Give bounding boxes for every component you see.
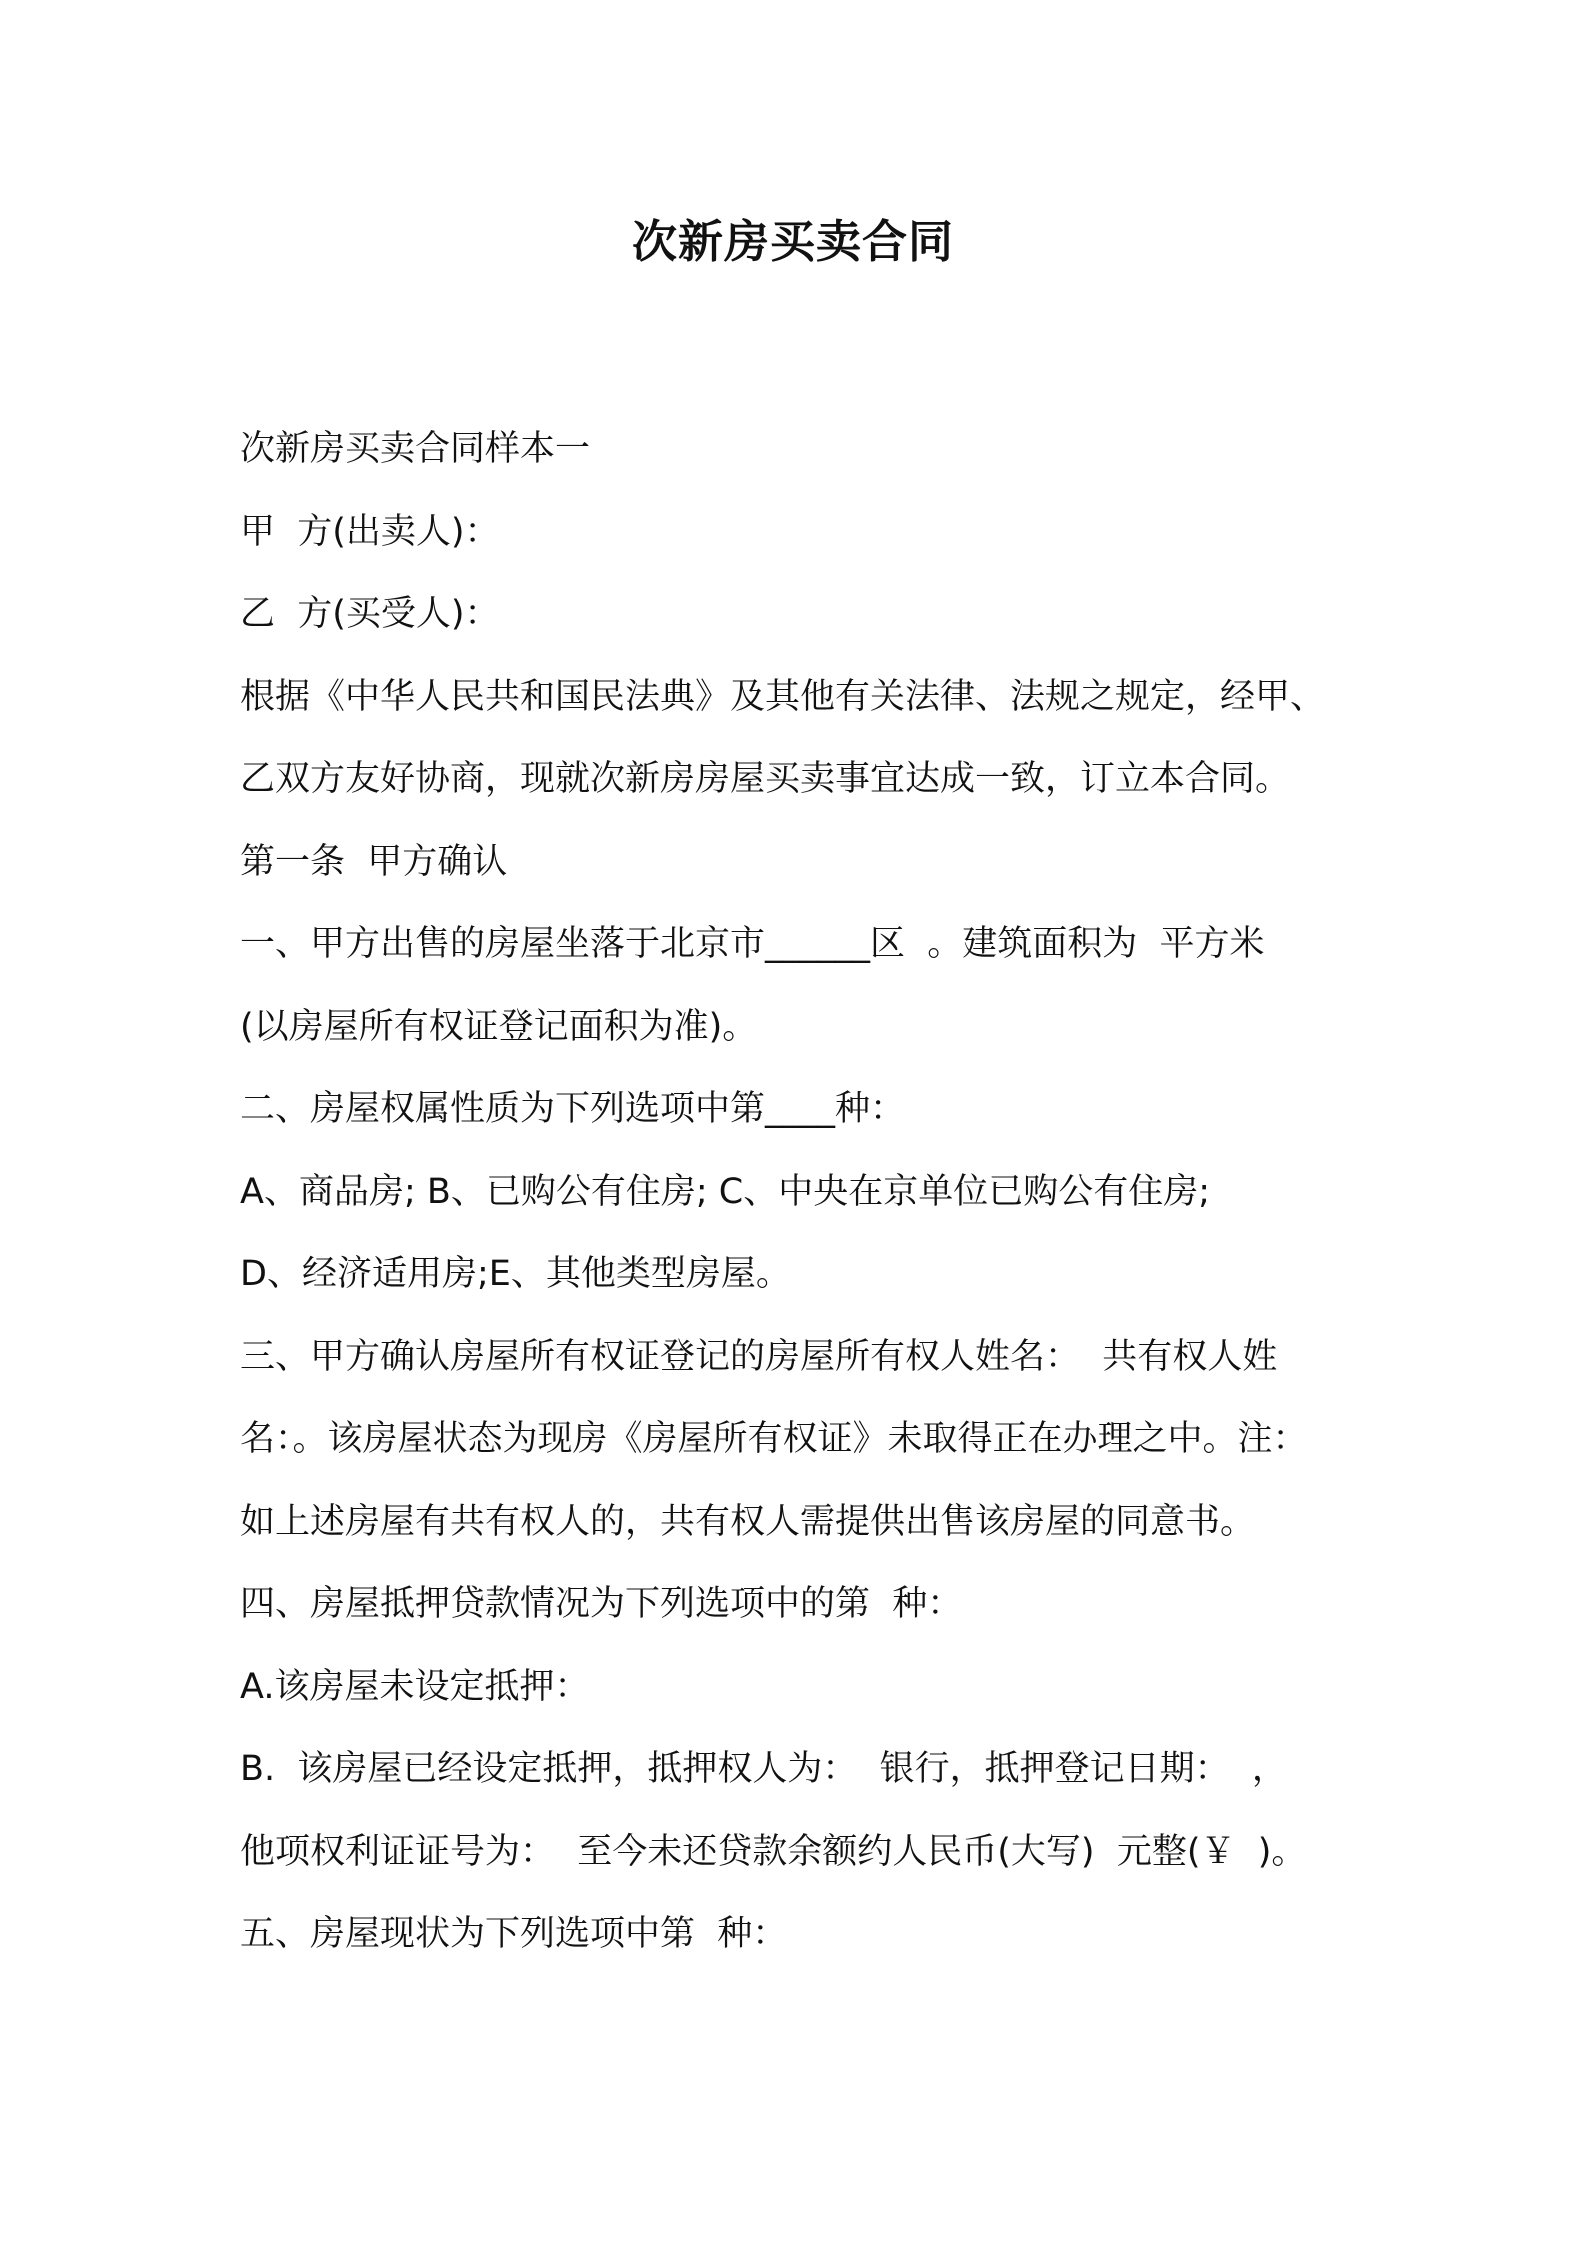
paragraph-line: 名：。该房屋状态为现房《房屋所有权证》未取得正在办理之中。注： (240, 1419, 1308, 1459)
paragraph-line: A.该房屋未设定抵押： (240, 1666, 590, 1707)
paragraph-line: 根据《中华人民共和国民法典》及其他有关法律、法规之规定，经甲、 (240, 676, 1326, 717)
paragraph-line: (以房屋所有权证登记面积为准)。 (240, 1006, 758, 1047)
paragraph-line: 四、房屋抵押贷款情况为下列选项中的第 种： (240, 1584, 963, 1624)
document-body (240, 408, 1360, 1976)
paragraph-line: B. 该房屋已经设定抵押，抵押权人为： 银行，抵押登记日期： ， (240, 1749, 1287, 1789)
paragraph-line: 乙双方友好协商，现就次新房房屋买卖事宜达成一致，订立本合同。 (240, 759, 1291, 799)
paragraph-line: D、经济适用房;E、其他类型房屋。 (240, 1254, 791, 1294)
paragraph-line: 二、房屋权属性质为下列选项中第____种： (240, 1089, 906, 1129)
party-a-line: 甲 方(出卖人)： (240, 511, 500, 552)
paragraph-line: A、商品房; B、已购公有住房; C、中央在京单位已购公有住房; (240, 1171, 1211, 1212)
section-heading: 次新房买卖合同样本一 (240, 429, 591, 469)
paragraph-line: 如上述房屋有共有权人的，共有权人需提供出售该房屋的同意书。 (240, 1501, 1256, 1542)
document-title: 次新房买卖合同 (631, 215, 954, 268)
party-b-line: 乙 方(买受人)： (240, 594, 500, 634)
paragraph-line: 一、甲方出售的房屋坐落于北京市______区 。建筑面积为 平方米 (240, 924, 1265, 964)
paragraph-line: 三、甲方确认房屋所有权证登记的房屋所有权人姓名： 共有权人姓 (240, 1336, 1278, 1377)
article-heading: 第一条 甲方确认 (240, 841, 508, 882)
paragraph-line: 他项权利证证号为： 至今未还贷款余额约人民币(大写) 元整(￥ )。 (240, 1831, 1307, 1872)
paragraph-line: 五、房屋现状为下列选项中第 种： (240, 1914, 788, 1954)
